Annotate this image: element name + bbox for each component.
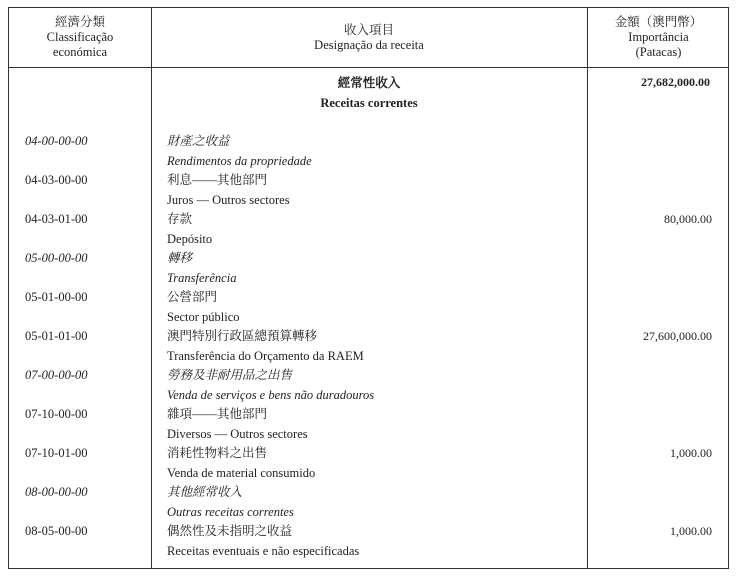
row-desc-zh: 財產之收益 bbox=[167, 134, 230, 148]
row-code: 05-01-01-00 bbox=[25, 329, 88, 343]
revenue-table bbox=[8, 7, 729, 569]
table-row bbox=[9, 444, 730, 464]
table-row-pt bbox=[9, 386, 730, 406]
header-code-pt1: Classificação bbox=[46, 30, 114, 44]
row-desc-pt: Transferência do Orçamento da RAEM bbox=[167, 348, 364, 363]
row-desc-zh: 勞務及非耐用品之出售 bbox=[167, 368, 293, 382]
table-row-pt bbox=[9, 191, 730, 211]
header-code-pt2: económica bbox=[52, 45, 108, 59]
header-designation bbox=[151, 8, 587, 67]
row-desc-pt: Outras receitas correntes bbox=[167, 504, 294, 519]
header-divider bbox=[9, 67, 728, 68]
row-desc-zh: 澳門特別行政區總預算轉移 bbox=[167, 329, 318, 343]
row-amount: 1,000.00 bbox=[670, 446, 712, 460]
row-desc-pt: Venda de material consumido bbox=[167, 465, 316, 480]
header-amt-zh: 金額（澳門幣） bbox=[614, 15, 703, 29]
row-code: 07-10-01-00 bbox=[25, 446, 88, 460]
row-code: 04-03-01-00 bbox=[25, 212, 88, 226]
row-amount: 80,000.00 bbox=[664, 212, 712, 226]
row-desc-pt: Depósito bbox=[167, 231, 213, 246]
row-desc-pt: Sector público bbox=[167, 309, 240, 324]
row-desc-pt: Diversos — Outros sectores bbox=[167, 426, 308, 441]
table-row bbox=[9, 210, 730, 230]
table-row-pt bbox=[9, 542, 730, 562]
row-code: 05-00-00-00 bbox=[25, 251, 88, 265]
table-row-pt bbox=[9, 425, 730, 445]
table-row bbox=[9, 483, 730, 503]
table-row-pt bbox=[9, 230, 730, 250]
header-amt-pt2: (Patacas) bbox=[635, 45, 682, 59]
table-row-pt bbox=[9, 464, 730, 484]
table-row-pt bbox=[9, 269, 730, 289]
row-code: 08-00-00-00 bbox=[25, 485, 88, 499]
header-desc-pt: Designação da receita bbox=[314, 37, 424, 52]
row-code: 05-01-00-00 bbox=[25, 290, 88, 304]
row-amount: 1,000.00 bbox=[670, 524, 712, 538]
row-code: 07-10-00-00 bbox=[25, 407, 88, 421]
row-desc-pt: Venda de serviços e bens não duradouros bbox=[167, 387, 375, 402]
row-desc-pt: Receitas eventuais e não especificadas bbox=[167, 543, 360, 558]
table-row bbox=[9, 405, 730, 425]
total-amount: 27,682,000.00 bbox=[641, 75, 710, 89]
table-row-pt bbox=[9, 503, 730, 523]
row-desc-zh: 利息——其他部門 bbox=[167, 173, 268, 187]
table-row bbox=[9, 132, 730, 152]
header-amount bbox=[587, 8, 730, 67]
row-desc-zh: 存款 bbox=[167, 212, 193, 226]
row-code: 04-03-00-00 bbox=[25, 173, 88, 187]
header-classification bbox=[9, 8, 151, 67]
row-desc-pt: Transferência bbox=[167, 270, 237, 285]
row-desc-zh: 消耗性物料之出售 bbox=[167, 446, 268, 460]
table-row bbox=[9, 366, 730, 386]
total-title-zh: 經常性收入 bbox=[337, 76, 401, 90]
row-code: 04-00-00-00 bbox=[25, 134, 88, 148]
row-desc-zh: 偶然性及未指明之收益 bbox=[167, 524, 293, 538]
row-code: 07-00-00-00 bbox=[25, 368, 88, 382]
table-row bbox=[9, 171, 730, 191]
table-row-pt bbox=[9, 308, 730, 328]
row-code: 08-05-00-00 bbox=[25, 524, 88, 538]
table-row-pt bbox=[9, 152, 730, 172]
table-row bbox=[9, 522, 730, 542]
table-row bbox=[9, 249, 730, 269]
row-desc-zh: 其他經常收入 bbox=[167, 485, 243, 499]
header-desc-zh: 收入項目 bbox=[343, 22, 394, 37]
table-row bbox=[9, 288, 730, 308]
header-amt-pt1: Importância bbox=[628, 30, 689, 44]
row-desc-zh: 公營部門 bbox=[167, 290, 218, 304]
table-row bbox=[9, 327, 730, 347]
row-amount: 27,600,000.00 bbox=[643, 329, 712, 343]
total-title-pt: Receitas correntes bbox=[320, 96, 418, 110]
table-row-pt bbox=[9, 347, 730, 367]
row-desc-pt: Rendimentos da propriedade bbox=[167, 153, 312, 168]
row-desc-zh: 雜項——其他部門 bbox=[167, 407, 268, 421]
row-desc-pt: Juros — Outros sectores bbox=[167, 192, 290, 207]
row-desc-zh: 轉移 bbox=[167, 251, 193, 265]
header-code-zh: 經濟分類 bbox=[54, 15, 105, 29]
